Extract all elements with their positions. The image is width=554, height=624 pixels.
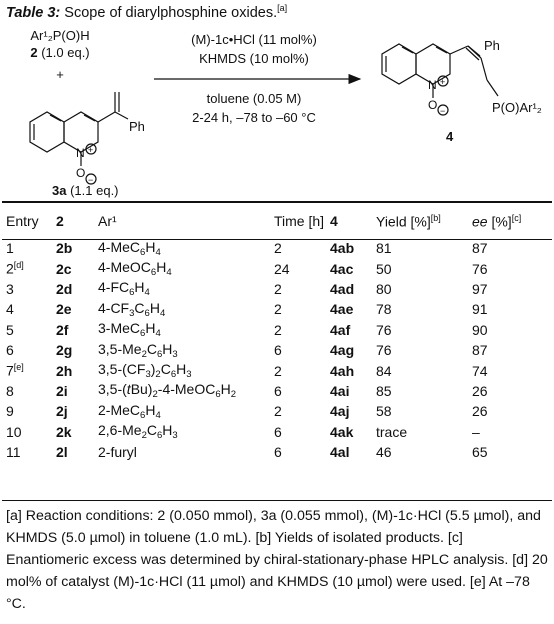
product-cell: 4ab [330, 240, 355, 257]
product-cell: 4ac [330, 260, 354, 277]
caption-label: Table 3: [6, 4, 61, 21]
ee-cell: 74 [472, 362, 488, 379]
aryl-cell: $4-MeOC_6H_4$ [98, 259, 172, 279]
pgroup-label-4: P(O)Ar¹₂ [492, 100, 542, 115]
product-cell: 4ad [330, 280, 355, 297]
yield-cell: trace [376, 423, 408, 440]
header-entry: Entry [6, 213, 39, 229]
table-row [2, 381, 552, 401]
yield-cell: 76 [376, 321, 392, 338]
table-row [2, 258, 552, 278]
time-cell: 6 [274, 423, 282, 440]
ee-cell: 65 [472, 444, 488, 461]
table-row [2, 320, 552, 340]
ee-cell: – [472, 423, 480, 440]
time-cell: 2 [274, 403, 282, 420]
table-row [2, 401, 552, 421]
ee-cell: 76 [472, 260, 488, 277]
yield-cell: 80 [376, 280, 392, 297]
product-label: 4 [446, 129, 454, 144]
minus-charge-4: − [440, 106, 446, 116]
ph-label-3a: Ph [129, 119, 145, 134]
aryl-cell: $4-FC_6H_4$ [98, 279, 150, 299]
entry-cell: 11 [6, 444, 21, 461]
product-cell: 4ae [330, 301, 354, 318]
reagent-cell: 2i [56, 382, 68, 399]
table-row [2, 422, 552, 442]
ph-label-4: Ph [484, 38, 500, 53]
aryl-cell: $3,5-(CF_3)_2C_6H_3$ [98, 361, 192, 381]
aryl-cell: $3,5-Me_2C_6H_3$ [98, 340, 178, 360]
time-cell: 2 [274, 362, 282, 379]
table-top-rule [2, 201, 552, 203]
ee-cell: 91 [472, 301, 488, 318]
catalyst-conditions: (M)-1c•HCl (11 mol%) [191, 32, 317, 47]
substrate-label: 3a (1.1 eq.) [52, 183, 119, 198]
time-cell: 24 [274, 260, 290, 277]
yield-cell: 78 [376, 301, 392, 318]
time-cell: 6 [274, 382, 282, 399]
ee-cell: 87 [472, 240, 488, 257]
base-conditions: KHMDS (10 mol%) [199, 51, 309, 66]
table-row [2, 299, 552, 319]
n-atom-4: N [428, 78, 437, 92]
product-cell: 4ak [330, 423, 354, 440]
entry-cell: 10 [6, 423, 22, 440]
entry-cell: 5 [6, 321, 14, 338]
header-reagent: 2 [56, 213, 64, 229]
table-row [2, 442, 552, 462]
product-cell: 4ag [330, 342, 355, 359]
header-time: Time [h] [274, 213, 325, 229]
aryl-cell: $3-MeC_6H_4$ [98, 320, 161, 340]
reagent-cell: 2g [56, 342, 73, 359]
reagent-formula: Ar¹₂P(O)H [30, 28, 90, 43]
entry-cell: 2[d] [6, 260, 24, 277]
time-cell: 6 [274, 444, 282, 461]
solvent-conditions: toluene (0.05 M) [206, 91, 302, 106]
entry-cell: 4 [6, 301, 14, 318]
header-product: 4 [330, 213, 338, 229]
ee-cell: 26 [472, 403, 488, 420]
reagent-cell: 2b [56, 240, 73, 257]
ee-cell: 90 [472, 321, 488, 338]
table-row [2, 238, 552, 258]
table-row [2, 360, 552, 380]
yield-cell: 76 [376, 342, 392, 359]
product-cell: 4aj [330, 403, 350, 420]
entry-cell: 3 [6, 280, 14, 297]
yield-cell: 58 [376, 403, 392, 420]
entry-cell: 7[e] [6, 362, 24, 379]
aryl-cell: $2,6-Me_2C_6H_3$ [98, 422, 178, 442]
table-header-row [2, 204, 552, 238]
product-cell: 4al [330, 444, 350, 461]
plus-charge-3a: + [88, 145, 94, 155]
reagent-cell: 2e [56, 301, 72, 318]
table-row [2, 340, 552, 360]
ee-cell: 97 [472, 280, 488, 297]
header-yield: Yield [%][b] [376, 212, 441, 230]
table-row [2, 279, 552, 299]
table-caption [6, 3, 287, 21]
product-cell: 4af [330, 321, 351, 338]
scope-table [2, 204, 552, 462]
header-ee: ee [%][c] [472, 212, 522, 230]
minus-charge-3a: − [88, 175, 94, 185]
reagent-cell: 2h [56, 362, 73, 379]
entry-cell: 9 [6, 403, 14, 420]
entry-cell: 6 [6, 342, 14, 359]
yield-cell: 85 [376, 382, 392, 399]
entry-cell: 1 [6, 240, 14, 257]
aryl-cell: $3,5-(tBu)_2-4-MeOC_6H_2$ [98, 381, 237, 401]
n-atom-3a: N [76, 146, 85, 160]
aryl-cell: $2-MeC_6H_4$ [98, 401, 161, 421]
reagent-label: 2 (1.0 eq.) [30, 45, 90, 60]
o-atom-4: O [428, 98, 438, 112]
plus-charge-4: + [440, 77, 446, 87]
caption-text: Scope of diarylphosphine oxides. [64, 4, 278, 21]
temperature-conditions: 2-24 h, –78 to –60 °C [192, 110, 316, 125]
yield-cell: 50 [376, 260, 392, 277]
time-cell: 2 [274, 240, 282, 257]
product-cell: 4ai [330, 382, 350, 399]
reaction-scheme [0, 24, 554, 199]
header-aryl: Ar¹ [98, 213, 117, 229]
aryl-cell: $4-CF_3C_6H_4$ [98, 299, 166, 319]
plus-sign: + [56, 67, 64, 82]
reagent-cell: 2d [56, 280, 73, 297]
time-cell: 2 [274, 301, 282, 318]
reagent-cell: 2k [56, 423, 72, 440]
yield-cell: 81 [376, 240, 392, 257]
reagent-cell: 2c [56, 260, 72, 277]
table-footnotes: [a] Reaction conditions: 2 (0.050 mmol), 3a (0.055 mmol), (M)-1c·HCl (5.5 µmol), and KHMDS (5.0 µmol) in toluene (1.0 mL). [b] Yields of isolated products. [c] Enantiomeric excess was determined by chiral-stationary-phase HPLC analysis. [d] 20 mol% of catalyst (M)-1c·HCl (11 µmol) and KHMDS (10 µmol) were used. [e] At –78 °C. [6, 508, 548, 612]
o-atom-3a: O [76, 166, 86, 180]
table-body [2, 238, 552, 462]
yield-cell: 84 [376, 362, 392, 379]
entry-cell: 8 [6, 382, 14, 399]
product-cell: 4ah [330, 362, 355, 379]
ee-cell: 87 [472, 342, 488, 359]
reagent-cell: 2j [56, 403, 68, 420]
aryl-cell: $4-MeC_6H_4$ [98, 238, 161, 258]
caption-note: [a] [277, 3, 288, 13]
time-cell: 2 [274, 321, 282, 338]
table-bottom-rule [2, 500, 552, 501]
time-cell: 2 [274, 280, 282, 297]
yield-cell: 46 [376, 444, 392, 461]
time-cell: 6 [274, 342, 282, 359]
reagent-cell: 2l [56, 444, 68, 461]
aryl-cell: 2-furyl [98, 444, 137, 461]
ee-cell: 26 [472, 382, 488, 399]
reagent-cell: 2f [56, 321, 69, 338]
